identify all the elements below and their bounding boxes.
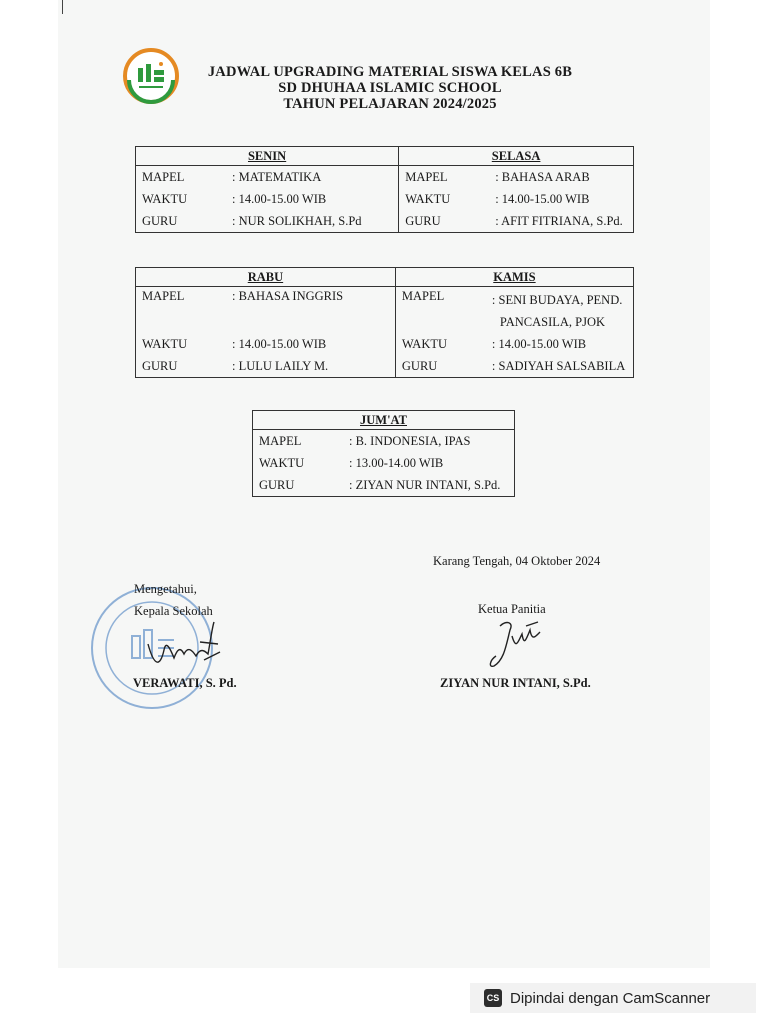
- schedule-table-rabu-kamis: [135, 267, 634, 378]
- title-line-3: TAHUN PELAJARAN 2024/2025: [283, 96, 497, 112]
- page-edge-mark: [62, 0, 63, 14]
- label-guru: GURU: [136, 210, 227, 233]
- title-line-2: SD DHUHAA ISLAMIC SCHOOL: [278, 80, 502, 96]
- jumat-waktu: : 13.00-14.00 WIB: [343, 452, 515, 474]
- kamis-mapel-line-2: PANCASILA, PJOK: [499, 315, 606, 329]
- day-header-jumat: JUM'AT: [253, 411, 515, 430]
- senin-guru: : NUR SOLIKHAH, S.Pd: [226, 210, 399, 233]
- label-waktu: WAKTU: [395, 333, 486, 355]
- kepala-sekolah-label: Kepala Sekolah: [134, 604, 213, 618]
- headmaster-name: VERAWATI, S. Pd.: [133, 676, 237, 690]
- chairman-signature: [486, 616, 544, 672]
- rabu-guru: : LULU LAILY M.: [226, 355, 395, 378]
- headmaster-signature: [144, 620, 222, 672]
- selasa-mapel: : BAHASA ARAB: [489, 166, 633, 189]
- rabu-waktu: : 14.00-15.00 WIB: [226, 333, 395, 355]
- jumat-guru: : ZIYAN NUR INTANI, S.Pd.: [343, 474, 515, 497]
- label-mapel: MAPEL: [136, 287, 227, 334]
- label-guru: GURU: [395, 355, 486, 378]
- camscanner-text: Dipindai dengan CamScanner: [510, 989, 711, 1007]
- senin-waktu: : 14.00-15.00 WIB: [226, 188, 399, 210]
- ketua-panitia-label: Ketua Panitia: [478, 602, 546, 616]
- day-header-senin: SENIN: [136, 147, 399, 166]
- day-header-selasa: SELASA: [399, 147, 634, 166]
- kamis-mapel-line-1: : SENI BUDAYA, PEND.: [491, 293, 623, 307]
- document-title: [160, 64, 620, 112]
- chairman-name: ZIYAN NUR INTANI, S.Pd.: [440, 676, 591, 690]
- label-mapel: MAPEL: [399, 166, 490, 189]
- selasa-waktu: : 14.00-15.00 WIB: [489, 188, 633, 210]
- day-header-rabu: RABU: [136, 268, 396, 287]
- kamis-mapel: [486, 287, 634, 334]
- label-mapel: MAPEL: [136, 166, 227, 189]
- label-waktu: WAKTU: [136, 188, 227, 210]
- schedule-table-jumat: [252, 410, 515, 497]
- camscanner-icon: CS: [484, 989, 502, 1007]
- day-header-kamis: KAMIS: [395, 268, 633, 287]
- label-mapel: MAPEL: [395, 287, 486, 334]
- senin-mapel: : MATEMATIKA: [226, 166, 399, 189]
- kamis-guru: : SADIYAH SALSABILA: [486, 355, 634, 378]
- label-waktu: WAKTU: [253, 452, 344, 474]
- headmaster-block: [134, 578, 213, 622]
- schedule-table-senin-selasa: [135, 146, 634, 233]
- label-guru: GURU: [136, 355, 227, 378]
- kamis-waktu: : 14.00-15.00 WIB: [486, 333, 634, 355]
- camscanner-watermark: [470, 983, 756, 1013]
- selasa-guru: : AFIT FITRIANA, S.Pd.: [489, 210, 633, 233]
- place-date: Karang Tengah, 04 Oktober 2024: [433, 554, 601, 568]
- label-mapel: MAPEL: [253, 430, 344, 453]
- title-line-1: JADWAL UPGRADING MATERIAL SISWA KELAS 6B: [207, 64, 573, 80]
- label-guru: GURU: [253, 474, 344, 497]
- label-guru: GURU: [399, 210, 490, 233]
- label-waktu: WAKTU: [399, 188, 490, 210]
- mengetahui-label: Mengetahui,: [134, 582, 197, 596]
- label-waktu: WAKTU: [136, 333, 227, 355]
- jumat-mapel: : B. INDONESIA, IPAS: [343, 430, 515, 453]
- rabu-mapel: : BAHASA INGGRIS: [226, 287, 395, 334]
